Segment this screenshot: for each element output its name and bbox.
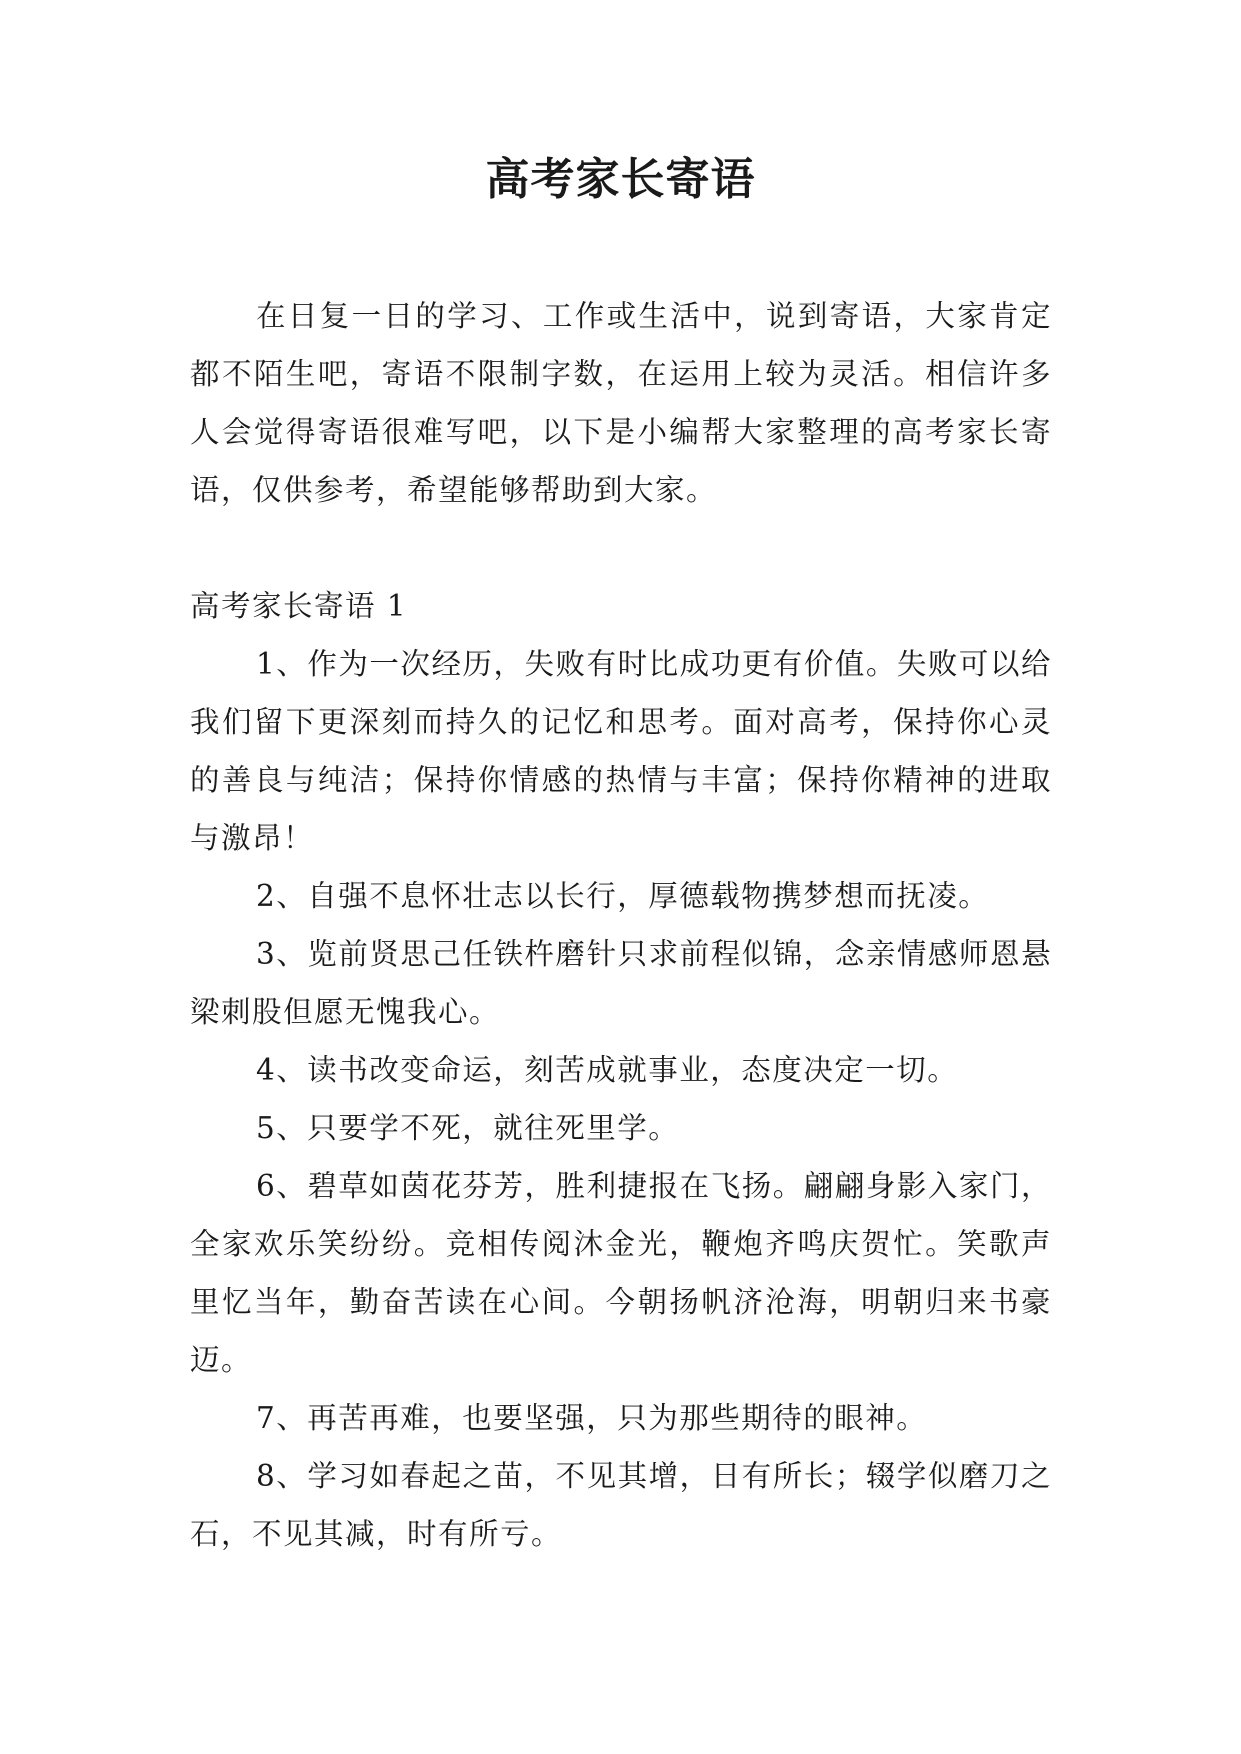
message-item: 5、只要学不死，就往死里学。 [256, 1111, 680, 1145]
message-item: 3、览前贤思己任铁杵磨针只求前程似锦，念亲情感师恩悬梁刺股但愿无愧我心。 [190, 937, 1052, 1029]
message-item: 8、学习如春起之苗，不见其增，日有所长；辍学似磨刀之石，不见其减，时有所亏。 [190, 1459, 1052, 1551]
intro-paragraph: 在日复一日的学习、工作或生活中，说到寄语，大家肯定都不陌生吧，寄语不限制字数，在运用上较为灵活。相信许多人会觉得寄语很难写吧，以下是小编帮大家整理的高考家长寄语，仅供参考，希望能够帮助到大家。 [190, 299, 1052, 507]
message-list [190, 635, 1052, 1563]
message-item: 6、碧草如茵花芬芳，胜利捷报在飞扬。翩翩身影入家门，全家欢乐笑纷纷。竞相传阅沐金光，鞭炮齐鸣庆贺忙。笑歌声里忆当年，勤奋苦读在心间。今朝扬帆济沧海，明朝归来书豪迈。 [190, 1169, 1052, 1377]
message-item: 7、再苦再难，也要坚强，只为那些期待的眼神。 [256, 1401, 928, 1435]
message-item: 4、读书改变命运，刻苦成就事业，态度决定一切。 [256, 1053, 959, 1087]
message-item: 1、作为一次经历，失败有时比成功更有价值。失败可以给我们留下更深刻而持久的记忆和思考。面对高考，保持你心灵的善良与纯洁；保持你情感的热情与丰富；保持你精神的进取与激昂！ [190, 647, 1052, 855]
document-title: 高考家长寄语 [485, 154, 756, 205]
section-heading: 高考家长寄语 1 [190, 589, 408, 623]
message-item: 2、自强不息怀壮志以长行，厚德载物携梦想而抚凌。 [256, 879, 990, 913]
